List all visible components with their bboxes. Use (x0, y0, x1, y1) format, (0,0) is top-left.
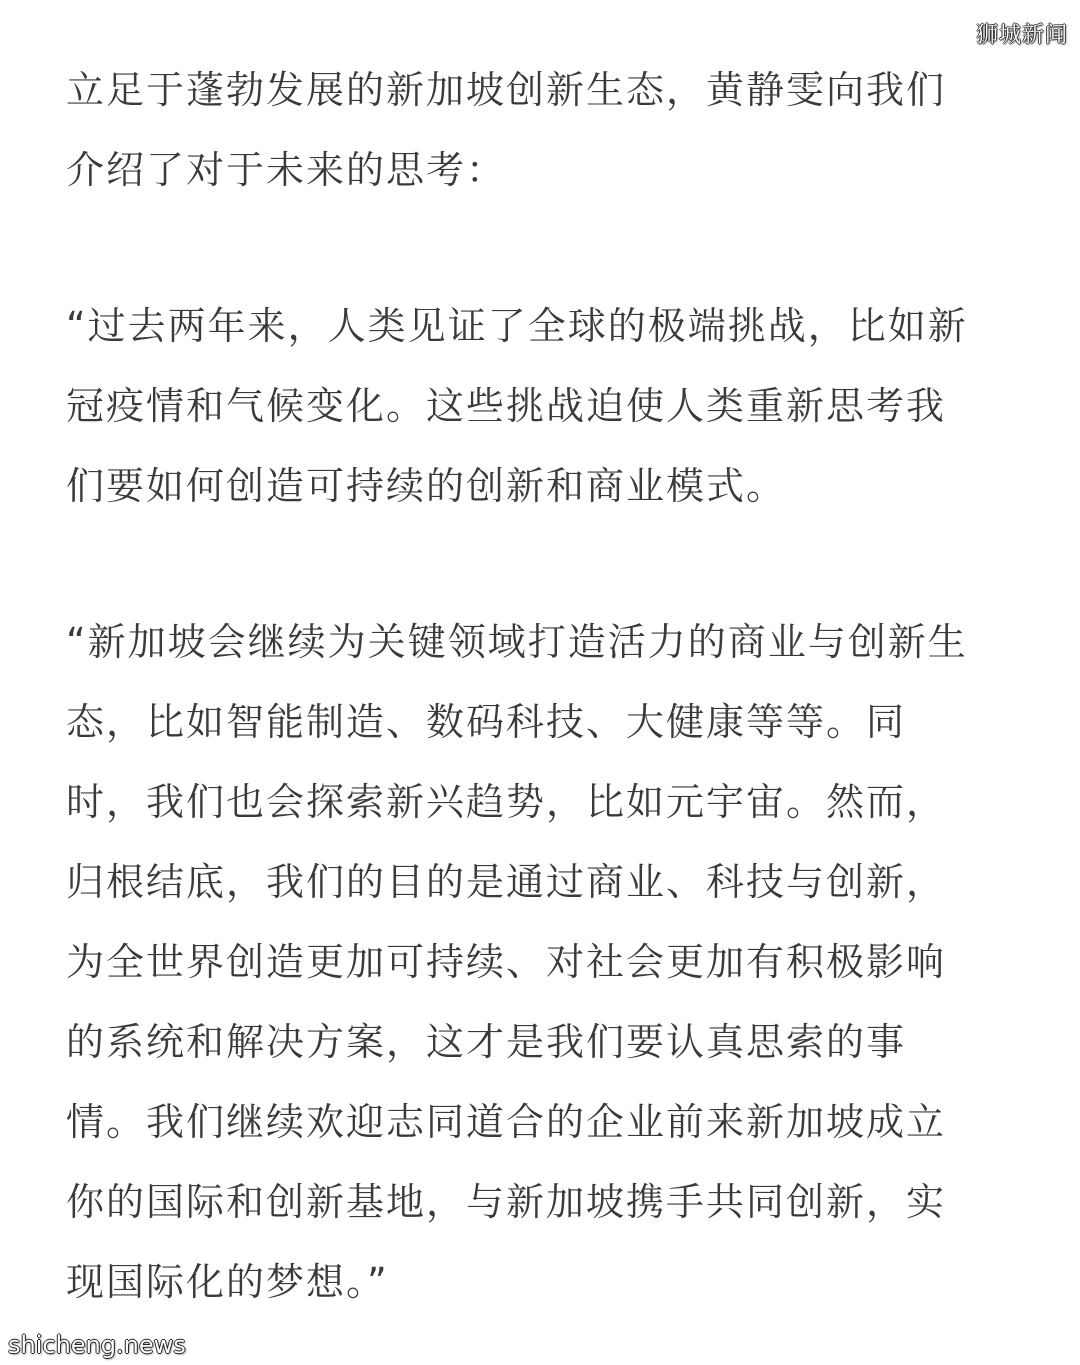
paragraph-quote-1 (66, 286, 1016, 526)
text-line: 们要如何创造可持续的创新和商业模式。 (66, 464, 787, 508)
article-body (66, 50, 1016, 1322)
watermark-url-bottom: shicheng.news (8, 1331, 186, 1359)
paragraph-gap (66, 210, 1016, 286)
text-line: “过去两年来，人类见证了全球的极端挑战，比如新 (66, 304, 968, 348)
text-line: 归根结底，我们的目的是通过商业、科技与创新， (66, 860, 947, 904)
text-line: “新加坡会继续为关键领域打造活力的商业与创新生 (66, 620, 968, 664)
watermark-logo-top: 狮城新闻 (975, 23, 1068, 48)
text-line: 介绍了对于未来的思考： (66, 148, 507, 192)
text-line: 情。我们继续欢迎志同道合的企业前来新加坡成立 (66, 1100, 947, 1144)
text-line: 时，我们也会探索新兴趋势，比如元宇宙。然而， (66, 780, 947, 824)
paragraph-quote-2 (66, 602, 1016, 1322)
text-line: 冠疫情和气候变化。这些挑战迫使人类重新思考我 (66, 384, 947, 428)
text-line: 你的国际和创新基地，与新加坡携手共同创新，实 (66, 1180, 947, 1224)
text-line: 现国际化的梦想。” (66, 1260, 389, 1304)
paragraph-intro (66, 50, 1016, 210)
paragraph-gap (66, 526, 1016, 602)
text-line: 立足于蓬勃发展的新加坡创新生态，黄静雯向我们 (66, 68, 947, 112)
text-line: 态，比如智能制造、数码科技、大健康等等。同 (66, 700, 907, 744)
text-line: 的系统和解决方案，这才是我们要认真思索的事 (66, 1020, 907, 1064)
text-line: 为全世界创造更加可持续、对社会更加有积极影响 (66, 940, 947, 984)
